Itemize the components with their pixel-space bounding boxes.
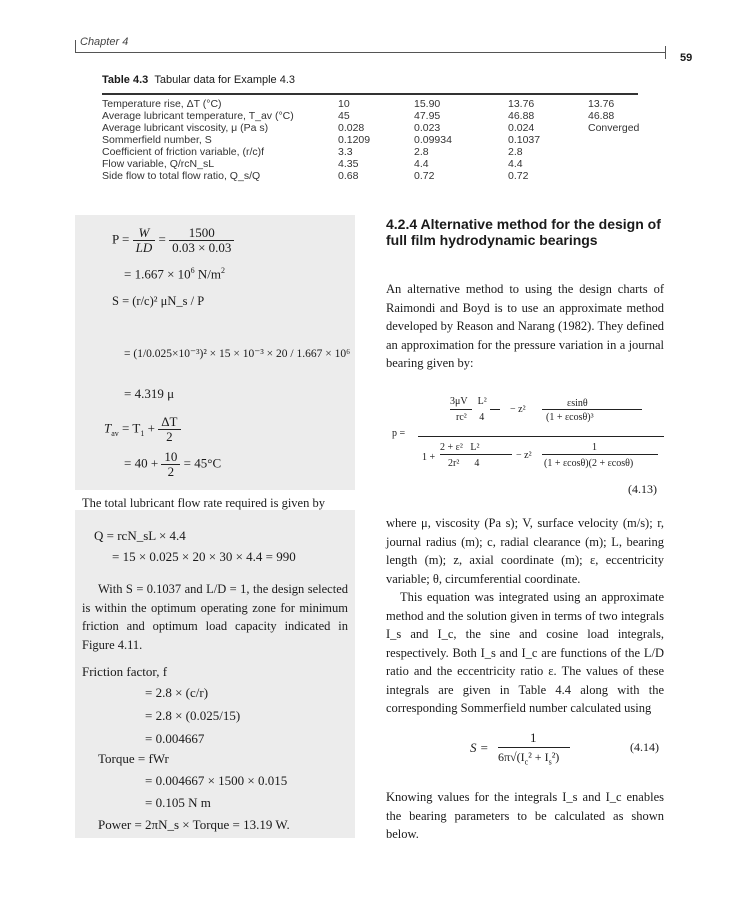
tav-line2-a: = 40 + — [124, 455, 159, 471]
section-heading: 4.2.4 Alternative method for the design of full film hydrodynamic bearings — [386, 216, 661, 248]
p-result-unit: N/m — [194, 266, 222, 282]
table-cell-c4 — [588, 146, 648, 158]
table-row — [102, 122, 648, 134]
s-result — [124, 386, 174, 402]
header-tick — [75, 40, 76, 52]
p-num1: W — [133, 226, 156, 241]
equation-4-13-label: (4.13) — [628, 482, 657, 496]
paragraph-intro: An alternative method to using the design charts of Raimondi and Boyd is to use an approximate method developed by Reason and Narang (1982). They defined an approximation for the pressure variation in a journal bearing given by: — [386, 282, 664, 370]
tav-frac — [158, 415, 180, 444]
table-cell-c1: 3.3 — [338, 146, 353, 158]
table-cell-c2: 2.8 — [414, 146, 429, 158]
torque-label: Torque = fWr — [98, 751, 169, 766]
table-cell-c2: 4.4 — [414, 158, 429, 170]
p-eq: = — [158, 231, 166, 247]
f-line1: = 2.8 × (c/r) — [145, 685, 209, 700]
table-cell-c3: 0.72 — [508, 170, 529, 182]
table-cell-c3: 2.8 — [508, 146, 523, 158]
s-line: S = (r/c)² μN_s / P — [112, 294, 205, 308]
table-cell-label: Average lubricant temperature, T_av (°C) — [102, 110, 294, 122]
tav-num: ΔT — [158, 415, 180, 430]
chapter-label: Chapter 4 — [80, 36, 129, 48]
s-equation — [112, 294, 204, 309]
table-cell-c4: 13.76 — [588, 98, 615, 110]
table-cell-c4 — [588, 170, 648, 182]
tav-den: 2 — [166, 429, 173, 444]
p-den1: LD — [135, 240, 153, 255]
tav-plus: + — [147, 420, 155, 436]
with-paragraph: With S = 0.1037 and L/D = 1, the design selected is within the optimum operating zone for minimum friction and optimum load capacity indicated in Figure 4.11. — [82, 582, 348, 652]
table-cell-c2: 0.72 — [414, 170, 435, 182]
table-cell-label: Average lubricant viscosity, μ (Pa s) — [102, 122, 269, 134]
table-cell-c3: 0.1037 — [508, 134, 541, 146]
header-tick-right — [665, 46, 666, 59]
tav-lhs: T — [104, 420, 112, 436]
table-cell-label: Side flow to total flow ratio, Q_s/Q — [102, 170, 261, 182]
table-cell-label: Temperature rise, ΔT (°C) — [102, 98, 222, 110]
table-caption — [102, 74, 295, 86]
table-cell-c2: 0.023 — [414, 122, 441, 134]
tav-rhs: = T — [122, 420, 141, 436]
tav-result — [124, 450, 221, 479]
p-num2: 1500 — [169, 226, 234, 241]
table-cell-c4 — [588, 134, 648, 146]
equation-4-14-label: (4.14) — [630, 740, 659, 754]
tav-rhs-sub: 1 — [140, 429, 145, 439]
table-cell-c2: 0.09934 — [414, 134, 452, 146]
table-cell-c1: 45 — [338, 110, 350, 122]
t-line2: = 0.105 N m — [145, 795, 211, 810]
paragraph-integrals: This equation was integrated using an approximate method and the solution given in terms of two integrals I_s and I_c, the sine and cosine load integrals, respectively. Both I_s and I_c are functions of the L/D ratio and the eccentricity ratio ε. The values of these integrals are given in Table 4.4 along with the corresponding Sommerfield number calculated using — [386, 590, 664, 715]
table-title: Tabular data for Example 4.3 — [154, 74, 296, 86]
paragraph-closing: Knowing values for the integrals I_s and I_c enables the bearing parameters to be calculated as shown below. — [386, 790, 664, 841]
q-line2: = 15 × 0.025 × 20 × 30 × 4.4 = 990 — [112, 549, 296, 564]
f-line2: = 2.8 × (0.025/15) — [145, 708, 241, 723]
p-lhs: P = — [112, 231, 130, 247]
table-cell-label: Coefficient of friction variable, (r/c)f — [102, 146, 265, 158]
table-cell-c3: 4.4 — [508, 158, 523, 170]
table-cell-c3: 46.88 — [508, 110, 535, 122]
table-row — [102, 158, 648, 170]
s-result-value: = 4.319 μ — [124, 386, 175, 401]
p-equation — [112, 226, 234, 255]
table-cell-c2: 47.95 — [414, 110, 441, 122]
p-frac-2 — [169, 226, 234, 255]
tav-sub: av — [111, 429, 119, 439]
p-frac-1 — [133, 226, 156, 255]
tav-line2-b: = 45°C — [183, 455, 222, 471]
p-result-exp: 6 — [190, 266, 195, 275]
friction-label: Friction factor, f — [82, 664, 168, 679]
p-result-value: = 1.667 × 10 — [124, 266, 191, 282]
q-line1: Q = rcN_sL × 4.4 — [94, 528, 186, 543]
table-cell-c4: 46.88 — [588, 110, 615, 122]
table-row — [102, 110, 648, 122]
header-rule — [75, 52, 665, 53]
table-row — [102, 134, 648, 146]
table-cell-label: Flow variable, Q/rcN_sL — [102, 158, 215, 170]
table-cell-c1: 10 — [338, 98, 350, 110]
power-line: Power = 2πN_s × Torque = 13.19 W. — [98, 817, 290, 832]
table-label: Table 4.3 — [102, 74, 149, 86]
tav-line2-frac — [161, 450, 180, 479]
s-sub: = (1/0.025×10⁻³)² × 15 × 10⁻³ × 20 / 1.667 × 10⁶ — [124, 348, 351, 360]
table-cell-c4: Converged — [588, 122, 640, 134]
table-cell-c1: 4.35 — [338, 158, 359, 170]
table-row — [102, 146, 648, 158]
table-row — [102, 170, 648, 182]
where-paragraph: where μ, viscosity (Pa s); V, surface velocity (m/s); r, journal radius (m); c, radial clearance (m); L, bearing length (m); z, axial coordinate (m); ε, eccentricity variable; θ, circumferential coordinate. — [386, 516, 664, 586]
tav-line2-den: 2 — [167, 464, 175, 479]
p-result — [124, 266, 225, 282]
page-number: 59 — [680, 52, 693, 64]
table-cell-c1: 0.028 — [338, 122, 365, 134]
table-cell-c2: 15.90 — [414, 98, 441, 110]
table-cell-c3: 0.024 — [508, 122, 535, 134]
tav-line2-num: 10 — [161, 450, 180, 465]
table-cell-label: Sommerfield number, S — [102, 134, 212, 146]
p-den2: 0.03 × 0.03 — [172, 240, 232, 255]
s-substitution — [124, 346, 350, 360]
table-top-rule — [102, 93, 638, 95]
flow-intro: The total lubricant flow rate required is given by — [82, 496, 325, 510]
tav-equation — [104, 415, 181, 444]
table-cell-c1: 0.1209 — [338, 134, 371, 146]
f-line3: = 0.004667 — [145, 731, 205, 746]
p-result-unit-exp: 2 — [221, 266, 226, 275]
data-table — [102, 98, 648, 182]
table-cell-c3: 13.76 — [508, 98, 535, 110]
table-row — [102, 98, 648, 110]
table-cell-c4 — [588, 158, 648, 170]
t-line1: = 0.004667 × 1500 × 0.015 — [145, 773, 288, 788]
table-cell-c1: 0.68 — [338, 170, 359, 182]
